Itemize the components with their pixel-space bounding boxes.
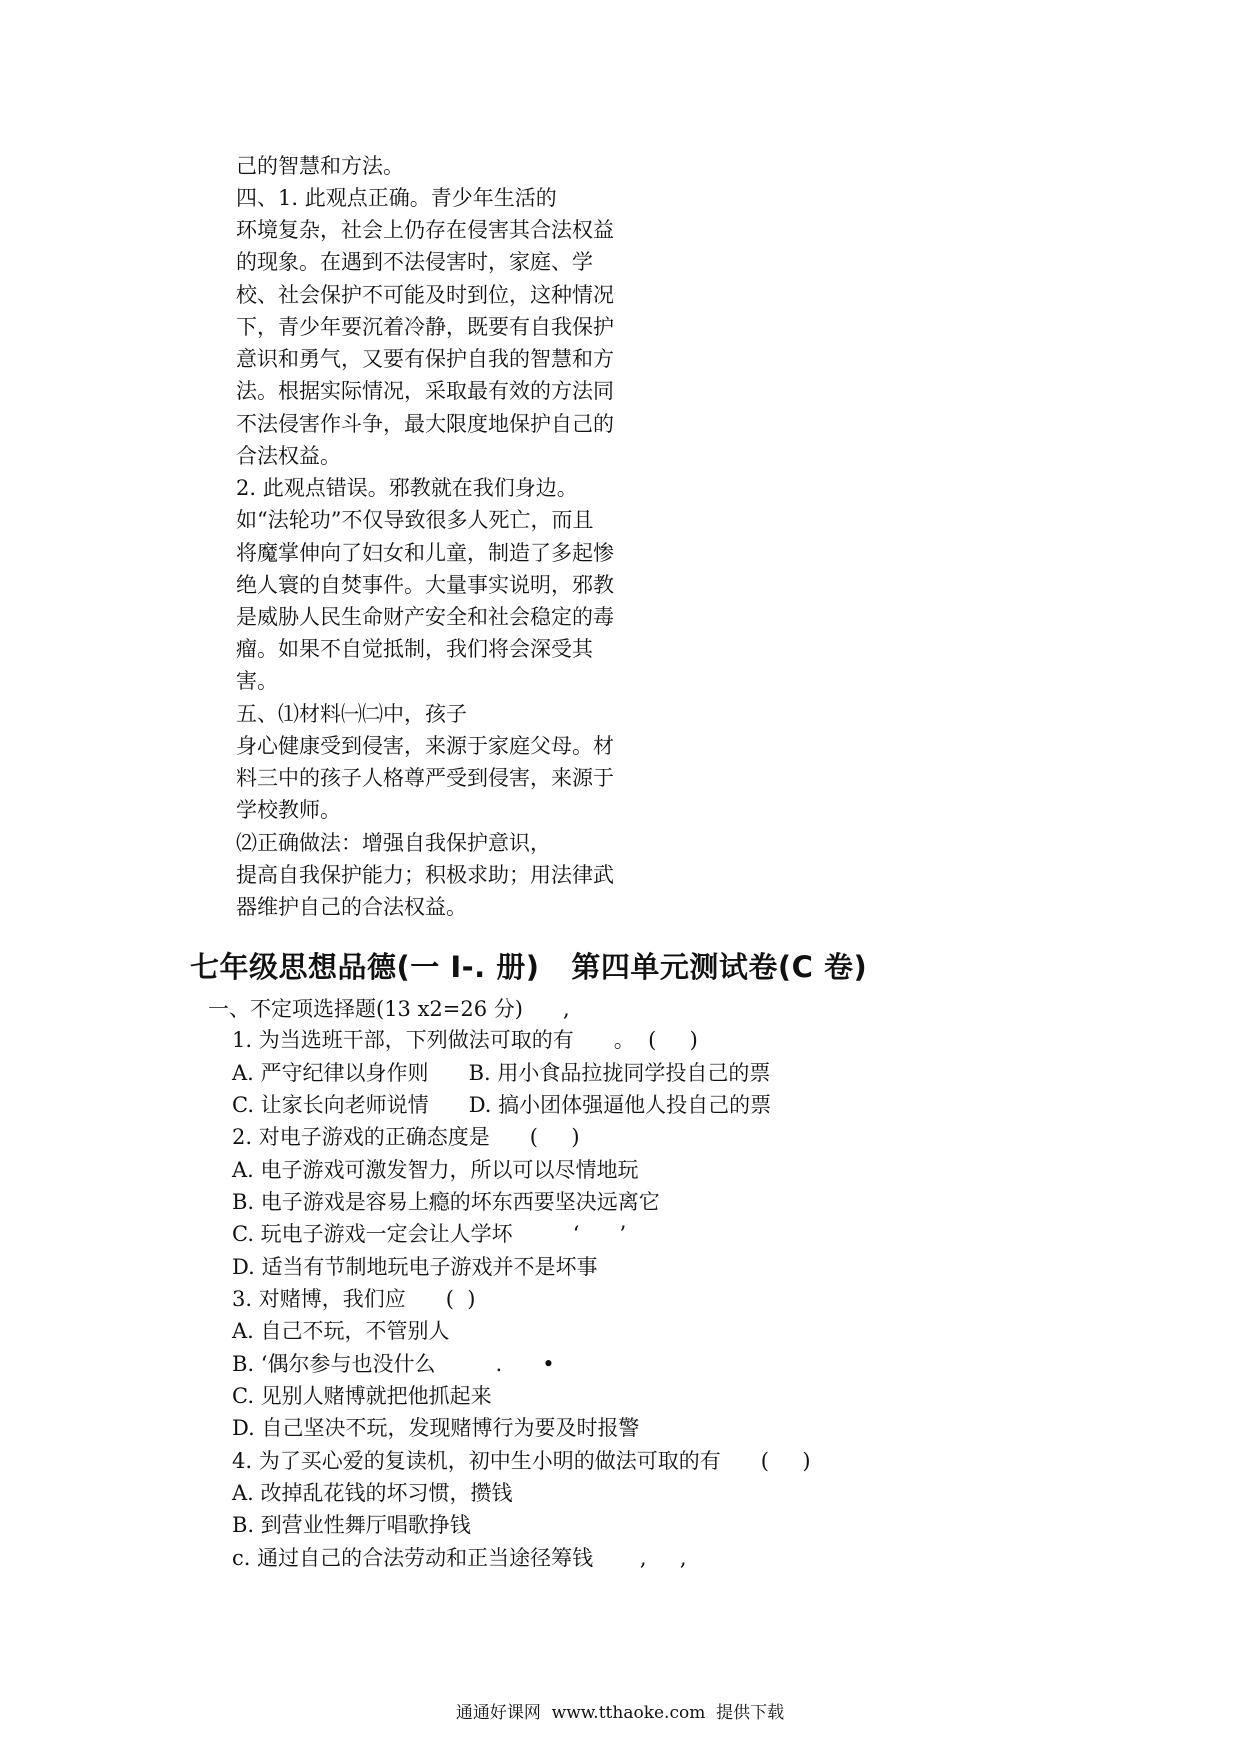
question-line: D. 适当有节制地玩电子游戏并不是坏事	[232, 1255, 598, 1279]
footer-source: 通通好课网 www.tthaoke.com 提供下载	[455, 1703, 785, 1723]
test-title: 七年级思想品德(一 I-. 册) 第四单元测试卷(C 卷)	[190, 950, 868, 984]
answer-line: 合法权益。	[236, 444, 341, 468]
answer-line: 害。	[236, 669, 278, 693]
question-line: C. 见别人赌博就把他抓起来	[232, 1384, 492, 1408]
answer-line: 绝人寰的自焚事件。大量事实说明，邪教	[236, 573, 614, 597]
question-line: A. 改掉乱花钱的坏习惯，攒钱	[232, 1481, 513, 1505]
question-line: A. 电子游戏可激发智力，所以可以尽情地玩	[232, 1158, 639, 1182]
question-line: C. 玩电子游戏一定会让人学坏 ‘ ’	[232, 1222, 627, 1246]
answer-line: 意识和勇气，又要有保护自我的智慧和方	[236, 347, 614, 371]
answer-line: 不法侵害作斗争，最大限度地保护自己的	[236, 412, 614, 436]
answer-line: 学校教师。	[236, 798, 341, 822]
section-heading: 一、不定项选择题(13 x2=26 分) ,	[208, 997, 570, 1021]
answer-line: 提高自我保护能力；积极求助；用法律武	[236, 863, 614, 887]
answer-line: 是威胁人民生命财产安全和社会稳定的毒	[236, 605, 614, 629]
answer-line: 校、社会保护不可能及时到位，这种情况	[236, 283, 614, 307]
question-line: 2. 对电子游戏的正确态度是 ( )	[232, 1125, 580, 1149]
question-line: 3. 对赌博，我们应 ( )	[232, 1287, 476, 1311]
answer-line: 身心健康受到侵害，来源于家庭父母。材	[236, 734, 614, 758]
question-line: A. 自己不玩，不管别人	[232, 1319, 450, 1343]
answer-line: ⑵正确做法：增强自我保护意识，	[236, 831, 551, 855]
question-line: 1. 为当选班干部，下列做法可取的有 。 ( )	[232, 1028, 698, 1052]
answer-line: 法。根据实际情况，采取最有效的方法同	[236, 379, 614, 403]
answer-line: 将魔掌伸向了妇女和儿童，制造了多起惨	[236, 541, 614, 565]
answer-line: 器维护自己的合法权益。	[236, 895, 467, 919]
answer-line: 下，青少年要沉着冷静，既要有自我保护	[236, 315, 614, 339]
answer-line: 己的智慧和方法。	[236, 154, 404, 178]
answer-line: 五、⑴材料㈠㈡中，孩子	[236, 702, 467, 726]
answer-line: 的现象。在遇到不法侵害时，家庭、学	[236, 250, 593, 274]
answer-line: 2. 此观点错误。邪教就在我们身边。	[236, 476, 578, 500]
answer-line: 环境复杂，社会上仍存在侵害其合法权益	[236, 218, 614, 242]
question-line: B. ‘偶尔参与也没什么 . •	[232, 1352, 555, 1376]
question-line: B. 电子游戏是容易上瘾的坏东西要坚决远离它	[232, 1190, 660, 1214]
answer-line: 如“法轮功”不仅导致很多人死亡，而且	[236, 508, 594, 532]
answer-line: 瘤。如果不自觉抵制，我们将会深受其	[236, 637, 593, 661]
question-line: c. 通过自己的合法劳动和正当途径筹钱 , ,	[232, 1546, 687, 1570]
question-line: A. 严守纪律以身作则 B. 用小食品拉拢同学投自己的票	[232, 1061, 771, 1085]
answer-line: 料三中的孩子人格尊严受到侵害，来源于	[236, 766, 614, 790]
question-line: D. 自己坚决不玩，发现赌博行为要及时报警	[232, 1416, 640, 1440]
question-line: C. 让家长向老师说情 D. 搞小团体强逼他人投自己的票	[232, 1093, 772, 1117]
question-line: B. 到营业性舞厅唱歌挣钱	[232, 1513, 471, 1537]
answer-line: 四、1. 此观点正确。青少年生活的	[236, 186, 557, 210]
question-line: 4. 为了买心爱的复读机，初中生小明的做法可取的有 ( )	[232, 1449, 811, 1473]
